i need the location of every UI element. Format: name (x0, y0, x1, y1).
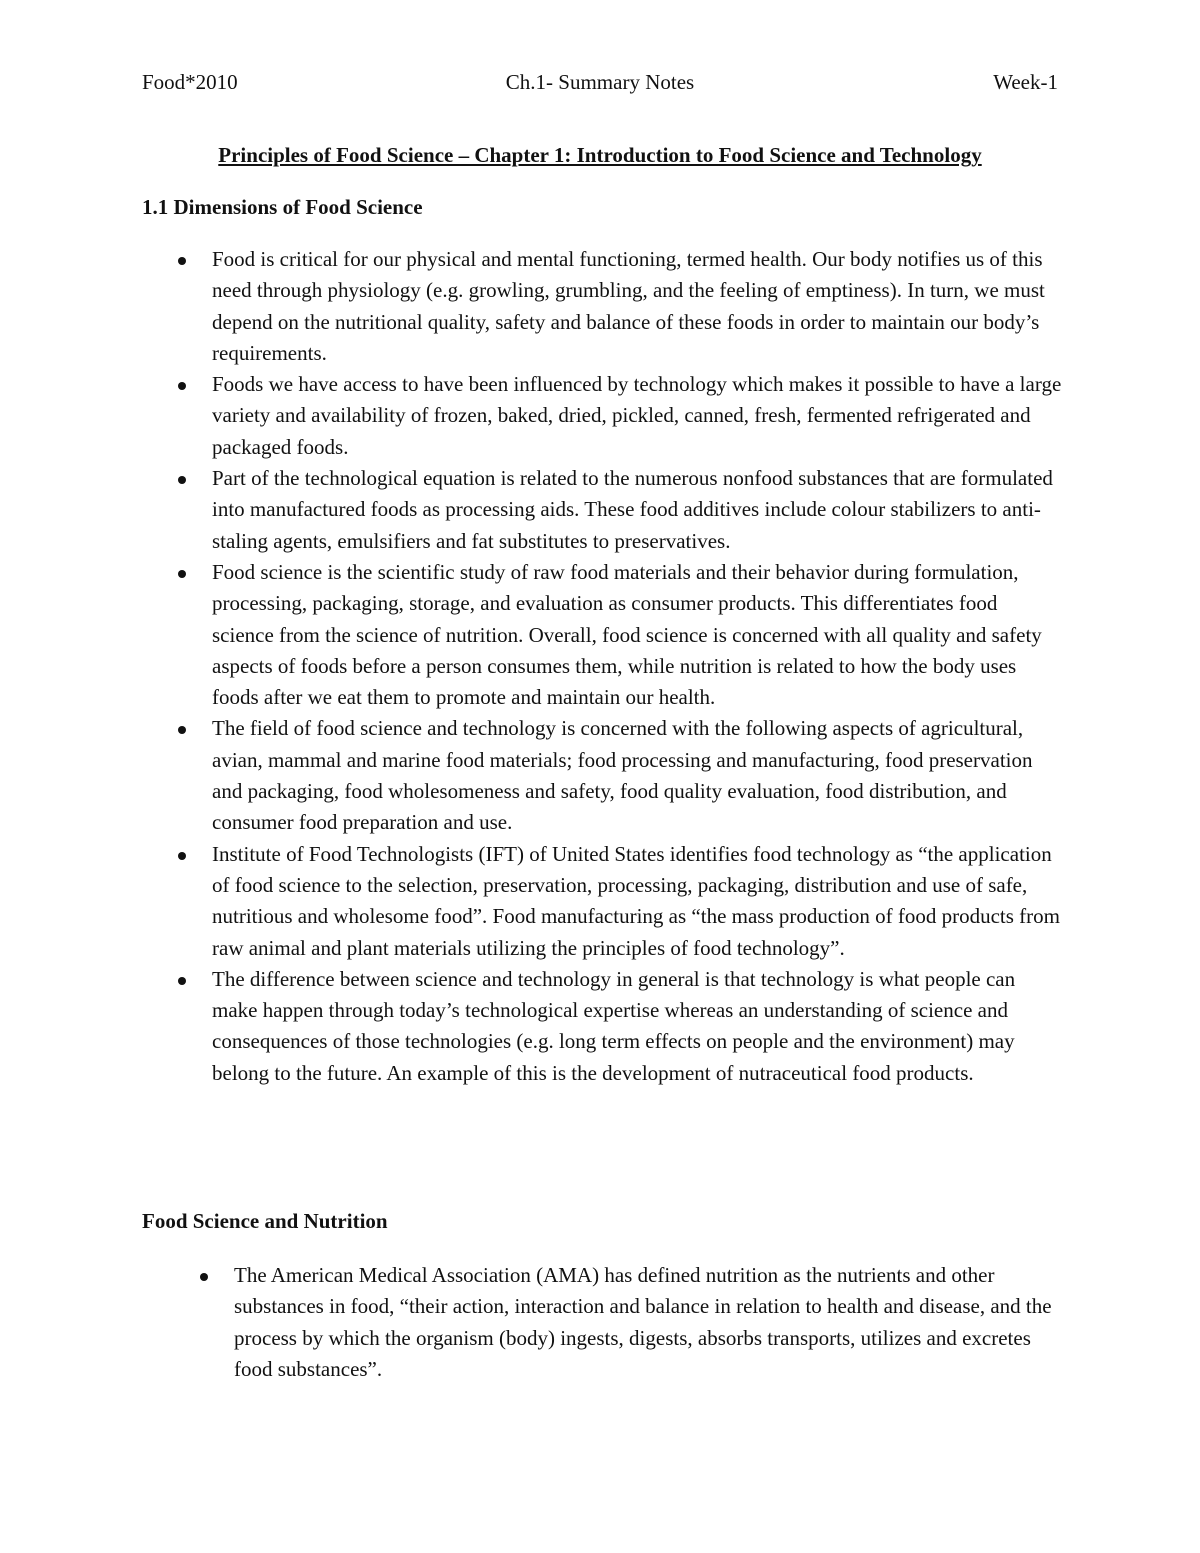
bullet-icon (200, 1273, 208, 1281)
bullet-list-dimensions (212, 244, 1064, 1089)
bullet-icon (178, 726, 186, 734)
list-item-text: The difference between science and technology in general is that technology is what people can make happen through today’s technological expertise whereas an understanding of science and consequences of those technologies (e.g. long term effects on people and the environment) may belong to the future. An example of this is the development of nutraceutical food products. (212, 966, 1016, 1085)
list-item-text: Food is critical for our physical and mental functioning, termed health. Our body notifies us of this need through physiology (e.g. growling, grumbling, and the feeling of emptiness). In turn, we must depend on the nutritional quality, safety and balance of these foods in order to maintain our body’s requirements. (212, 247, 1045, 365)
section-heading-nutrition: Food Science and Nutrition (142, 1209, 388, 1233)
bullet-icon (178, 476, 186, 484)
bullet-icon (178, 257, 186, 265)
header-week: Week-1 (993, 70, 1058, 94)
list-item-text: The field of food science and technology is concerned with the following aspects of agricultural, avian, mammal and marine food materials; food processing and manufacturing, food preservation and packaging, food wholesomeness and safety, food quality evaluation, food distribution, and consumer food preparation and use. (212, 716, 1033, 835)
list-item (212, 964, 1064, 1089)
list-item (212, 463, 1064, 557)
document-title: Principles of Food Science – Chapter 1: Introduction to Food Science and Technology (218, 143, 982, 167)
page-header (142, 70, 1058, 104)
list-item (212, 369, 1064, 463)
section-heading-dimensions: 1.1 Dimensions of Food Science (142, 195, 423, 219)
list-item-text: Food science is the scientific study of raw food materials and their behavior during formulation, processing, packaging, storage, and evaluation as consumer products. This differentiates food science from the science of nutrition. Overall, food science is concerned with all quality and safety aspects of foods before a person consumes them, while nutrition is related to how the body uses foods after we eat them to promote and maintain our health. (212, 559, 1042, 710)
bullet-icon (178, 382, 186, 390)
bullet-icon (178, 977, 186, 985)
list-item-text: Foods we have access to have been influenced by technology which makes it possible to have a large variety and availability of frozen, baked, dried, pickled, canned, fresh, fermented refrigerated and packaged foods. (212, 372, 1062, 459)
list-item (212, 713, 1064, 838)
list-item-text: The American Medical Association (AMA) has defined nutrition as the nutrients and other substances in food, “their action, interaction and balance in relation to health and disease, and the process by which the organism (body) ingests, digests, absorbs transports, utilizes and excretes food substances”. (234, 1263, 1052, 1381)
list-item (212, 839, 1064, 964)
list-item-text: Institute of Food Technologists (IFT) of United States identifies food technology as “the application of food science to the selection, preservation, processing, packaging, distribution and use of safe, nutritious and wholesome food”. Food manufacturing as “the mass production of food products from raw animal and plant materials utilizing the principles of food technology”. (212, 841, 1060, 960)
header-course-code: Food*2010 (142, 70, 238, 94)
list-item (234, 1260, 1070, 1385)
list-item (212, 557, 1064, 713)
bullet-list-nutrition (234, 1260, 1070, 1385)
list-item-text: Part of the technological equation is related to the numerous nonfood substances that are formulated into manufactured foods as processing aids. These food additives include colour stabilizers to anti-staling agents, emulsifiers and fat substitutes to preservatives. (212, 466, 1053, 553)
header-title: Ch.1- Summary Notes (505, 70, 695, 94)
list-item (212, 244, 1064, 369)
bullet-icon (178, 852, 186, 860)
bullet-icon (178, 570, 186, 578)
